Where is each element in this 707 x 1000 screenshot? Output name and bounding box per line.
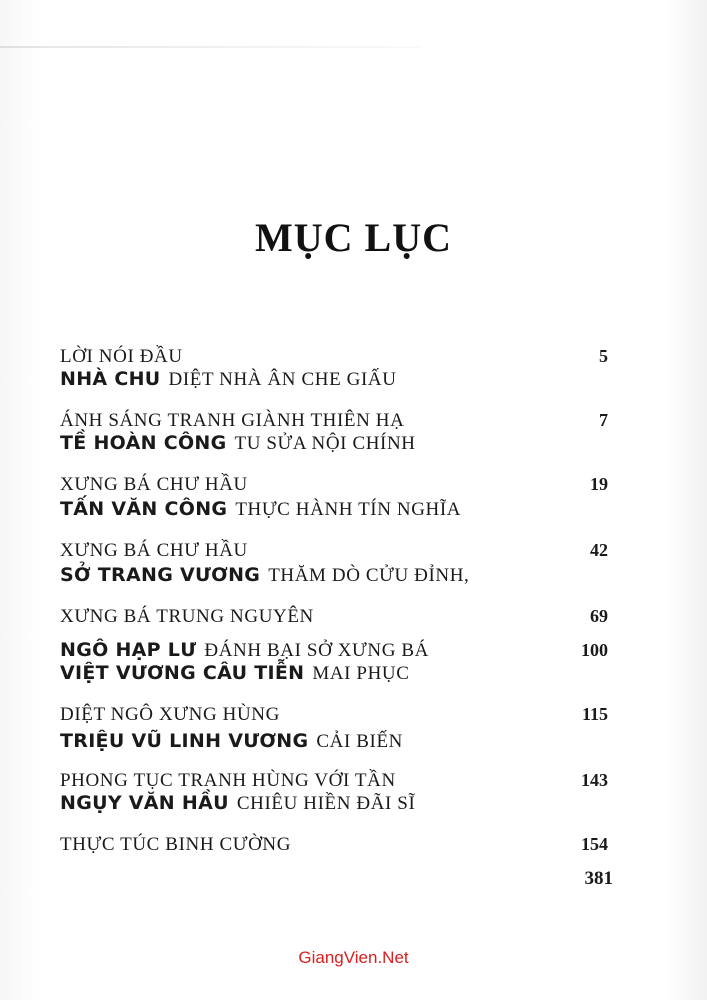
toc-entry-text: ĐÁNH BẠI SỞ XƯNG BÁ [204, 640, 429, 661]
dot-leader [400, 756, 577, 786]
toc-entry-text: CHIÊU HIỀN ĐÃI SĨ [236, 793, 416, 814]
toc-entry-text: THỰC TÚC BINH CƯỜNG [60, 834, 292, 855]
toc-row [60, 364, 608, 394]
toc-entry-text: CẢI BIẾN [316, 731, 404, 752]
toc-entry-text: DIỆT NHÀ ÂN CHE GIẤU [168, 369, 397, 390]
dot-leader [284, 690, 578, 720]
toc-row [60, 756, 608, 791]
toc-entry-text: THĂM DÒ CỬU ĐỈNH, [268, 565, 470, 586]
toc-row [60, 428, 608, 458]
toc-row [60, 658, 608, 688]
toc-entry-text: XƯNG BÁ CHƯ HẦU [60, 540, 248, 561]
dot-leader [252, 460, 586, 490]
toc-page-number: 154 [581, 834, 608, 854]
toc-page-number: 143 [581, 770, 608, 790]
dot-leader [318, 592, 586, 622]
toc-page-number: 69 [590, 606, 608, 626]
toc-entry-heading: TẤN VĂN CÔNG [60, 498, 228, 520]
dot-leader [187, 332, 590, 362]
toc-row [60, 560, 608, 590]
toc-entry-heading: TỀ HOÀN CÔNG [60, 432, 227, 454]
page-title: MỤC LỤC [255, 215, 452, 260]
dot-leader [433, 626, 577, 656]
toc-row [60, 494, 608, 524]
toc-entry-text: XƯNG BÁ TRUNG NGUYÊN [60, 606, 314, 627]
toc-entry-heading: NGỤY VĂN HẦU [60, 792, 229, 814]
toc-entry-text: TU SỬA NỘI CHÍNH [234, 433, 416, 454]
toc-entry-text: PHONG TỤC TRANH HÙNG VỚI TẦN [60, 770, 396, 791]
toc-row [60, 460, 608, 495]
dot-leader [408, 396, 590, 426]
toc-entry-text: DIỆT NGÔ XƯNG HÙNG [60, 704, 280, 725]
toc-row [60, 820, 608, 855]
toc-entry-text: MAI PHỤC [312, 663, 410, 684]
toc-row [60, 592, 608, 627]
toc-page-number: 100 [581, 640, 608, 660]
toc-row [60, 726, 608, 756]
scan-edge-line [0, 46, 420, 48]
toc-row [60, 396, 608, 431]
toc-page-number: 115 [581, 704, 608, 724]
toc-entry-text: THỰC HÀNH TÍN NGHĨA [235, 499, 462, 520]
toc-row [60, 526, 608, 561]
toc-entry-text: XƯNG BÁ CHƯ HẦU [60, 474, 248, 495]
toc-row [60, 788, 608, 818]
toc-entry-heading: NGÔ HẠP LƯ [60, 639, 197, 661]
toc-entry-text: ÁNH SÁNG TRANH GIÀNH THIÊN HẠ [60, 410, 405, 431]
toc-row [60, 332, 608, 367]
toc-entry-heading: VIỆT VƯƠNG CÂU TIỄN [60, 662, 305, 684]
page-number: 381 [584, 868, 613, 889]
watermark: GiangVien.Net [298, 948, 409, 967]
dot-leader [252, 526, 586, 556]
toc-entry-text: LỜI NÓI ĐẦU [60, 346, 183, 367]
toc-page-number: 5 [599, 346, 608, 366]
toc-page-number: 7 [599, 410, 608, 430]
toc-page-number: 19 [590, 474, 608, 494]
toc-entry-heading: NHÀ CHU [60, 368, 161, 390]
toc-row [60, 690, 608, 725]
toc-entry-heading: SỞ TRANG VƯƠNG [60, 564, 261, 586]
dot-leader [295, 820, 577, 850]
toc-page-number: 42 [590, 540, 608, 560]
toc-entry-heading: TRIỆU VŨ LINH VƯƠNG [60, 730, 309, 752]
toc-row [60, 626, 608, 661]
